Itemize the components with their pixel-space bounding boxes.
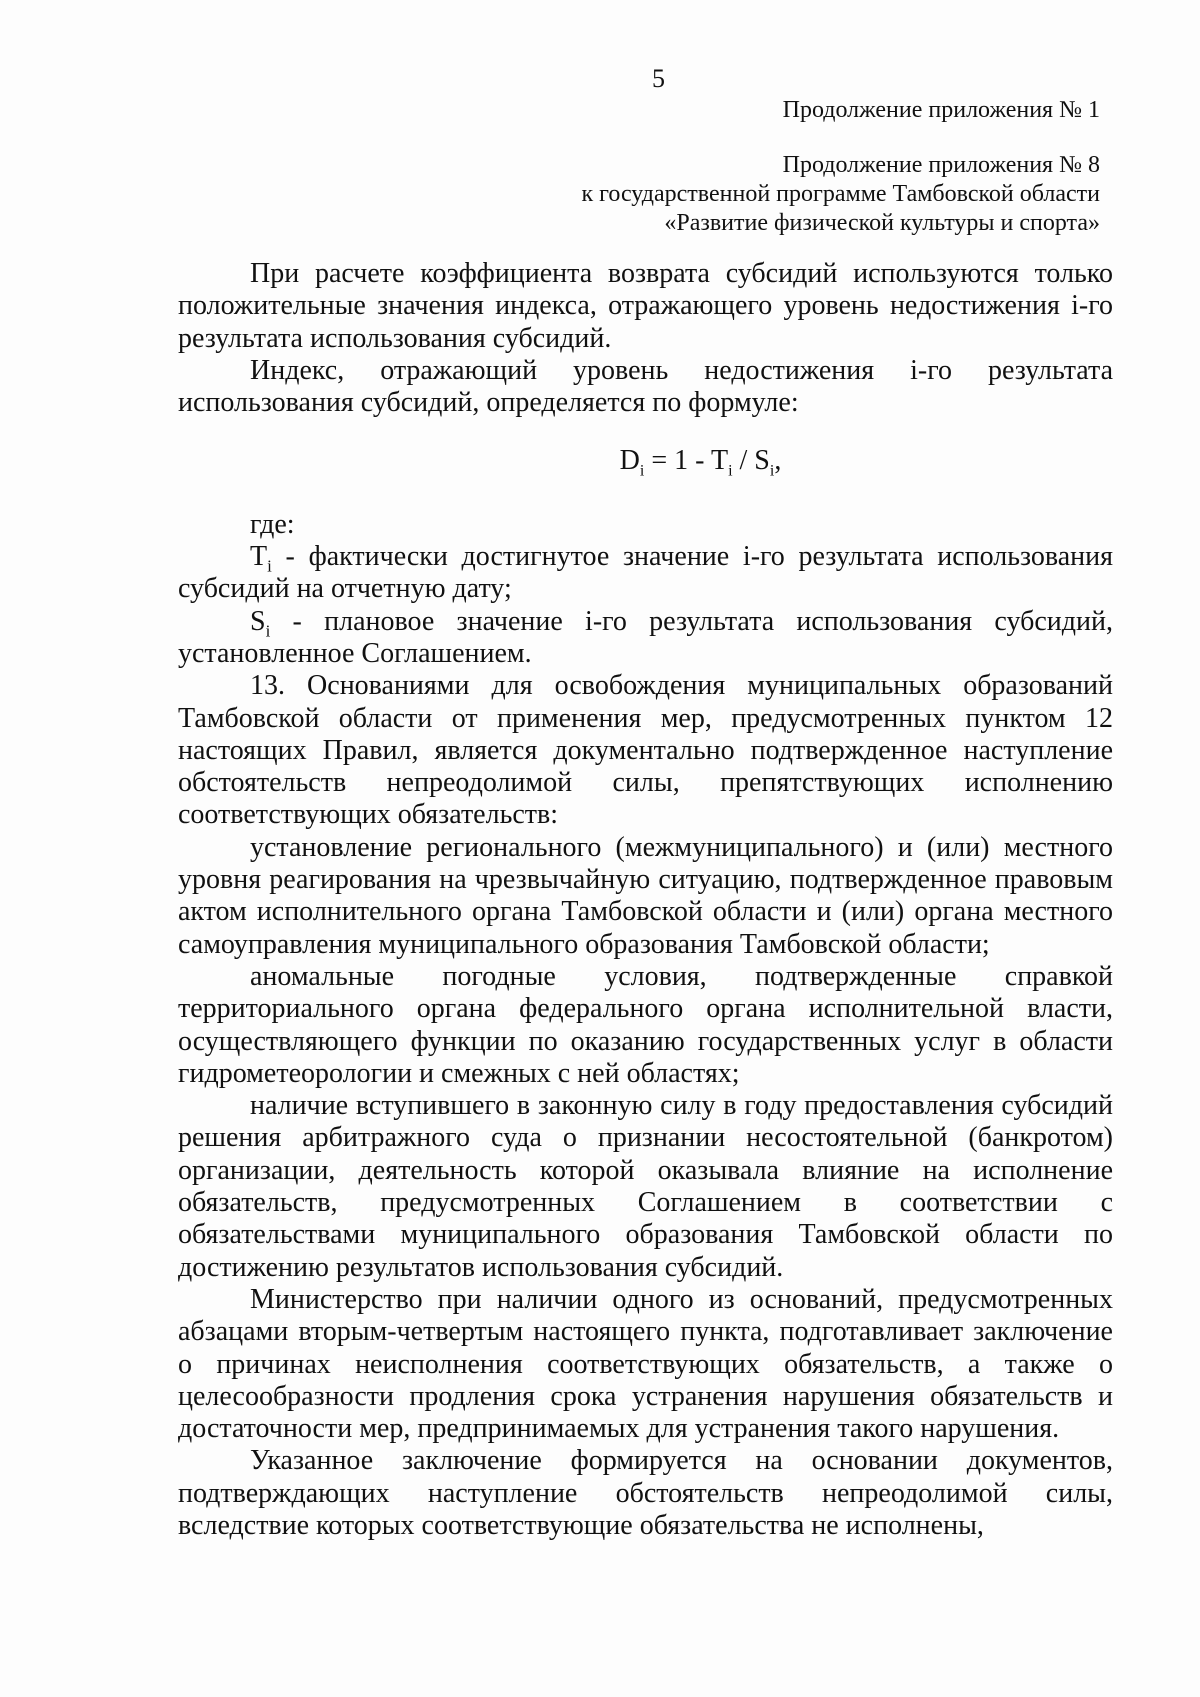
appendix-8-header bbox=[581, 151, 1100, 238]
t-definition-text: - фактически достигнутое значение i-го результата использования субсидий на отчетную дату; bbox=[178, 541, 1113, 605]
appendix-8-program: к государственной программе Тамбовской области bbox=[581, 181, 1100, 207]
paragraph-s-definition bbox=[178, 606, 1113, 671]
paragraph-index-definition: Индекс, отражающий уровень недостижения i-го результата использования субсидий, определяется по формуле: bbox=[178, 354, 1113, 419]
formula-mid: = 1 - T bbox=[644, 445, 729, 477]
appendix-8-program-name: «Развитие физической культуры и спорта» bbox=[664, 210, 1100, 236]
formula-d-sub: i bbox=[639, 463, 645, 481]
document-body bbox=[178, 258, 1113, 1542]
paragraph-emergency-level: установление регионального (межмуниципального) и (или) местного уровня реагирования на чрезвычайную ситуацию, подтвержденное правовым актом исполнительного органа Тамбовской области и (или) органа местного самоуправления муниципального образования Тамбовской области; bbox=[178, 831, 1113, 960]
paragraph-positive-values: При расчете коэффициента возврата субсидий используются только положительные значения индекса, отражающего уровень недостижения i-го результата использования субсидий. bbox=[178, 258, 1113, 354]
paragraph-arbitration-decision: наличие вступившего в законную силу в году предоставления субсидий решения арбитражного суда о признании несостоятельной (банкротом) организации, деятельность которой оказывала влияние на исполнение обязательств, предусмотренных Соглашением в соответствии с обязательствами муниципального образования Тамбовской области по достижению результатов использования субсидий. bbox=[178, 1090, 1113, 1283]
page-number: 5 bbox=[652, 64, 665, 93]
formula-slash: / S bbox=[732, 445, 770, 477]
paragraph-ministry-conclusion: Министерство при наличии одного из оснований, предусмотренных абзацами вторым-четвертым настоящего пункта, подготавливает заключение о причинах неисполнения соответствующих обязательств, а также о целесообразности продления срока устранения нарушения обязательств и достаточности мер, предпринимаемых для устранения такого нарушения. bbox=[178, 1283, 1113, 1445]
paragraph-13-grounds: 13. Основаниями для освобождения муниципальных образований Тамбовской области от применения мер, предусмотренных пунктом 12 настоящих Правил, является документально подтвержденное наступление обстоятельств непреодолимой силы, препятствующих исполнению соответствующих обязательств: bbox=[178, 670, 1113, 831]
s-symbol: S bbox=[250, 605, 266, 637]
t-symbol: T bbox=[250, 541, 268, 573]
paragraph-weather-conditions: аномальные погодные условия, подтвержденные справкой территориального органа федерального органа исполнительной власти, осуществляющего функции по оказанию государственных услуг в области гидрометеорологии и смежных с ней областях; bbox=[178, 960, 1113, 1089]
formula-s-sub: i bbox=[769, 463, 775, 481]
paragraph-conclusion-basis: Указанное заключение формируется на основании документов, подтверждающих наступление обстоятельств непреодолимой силы, вследствие которых соответствующие обязательства не исполнены, bbox=[178, 1445, 1113, 1541]
formula-end: , bbox=[774, 445, 782, 477]
s-definition-text: - плановое значение i-го результата использования субсидий, установленное Соглашением. bbox=[178, 605, 1113, 669]
appendix-8-title: Продолжение приложения № 8 bbox=[782, 152, 1100, 178]
t-subscript: i bbox=[267, 556, 272, 576]
formula bbox=[178, 445, 1113, 481]
s-subscript: i bbox=[265, 621, 271, 641]
appendix-1-header: Продолжение приложения № 1 bbox=[782, 97, 1100, 123]
formula-t-sub: i bbox=[728, 463, 733, 481]
paragraph-t-definition bbox=[178, 541, 1113, 606]
paragraph-where: где: bbox=[250, 508, 295, 540]
formula-d: D bbox=[619, 445, 640, 477]
